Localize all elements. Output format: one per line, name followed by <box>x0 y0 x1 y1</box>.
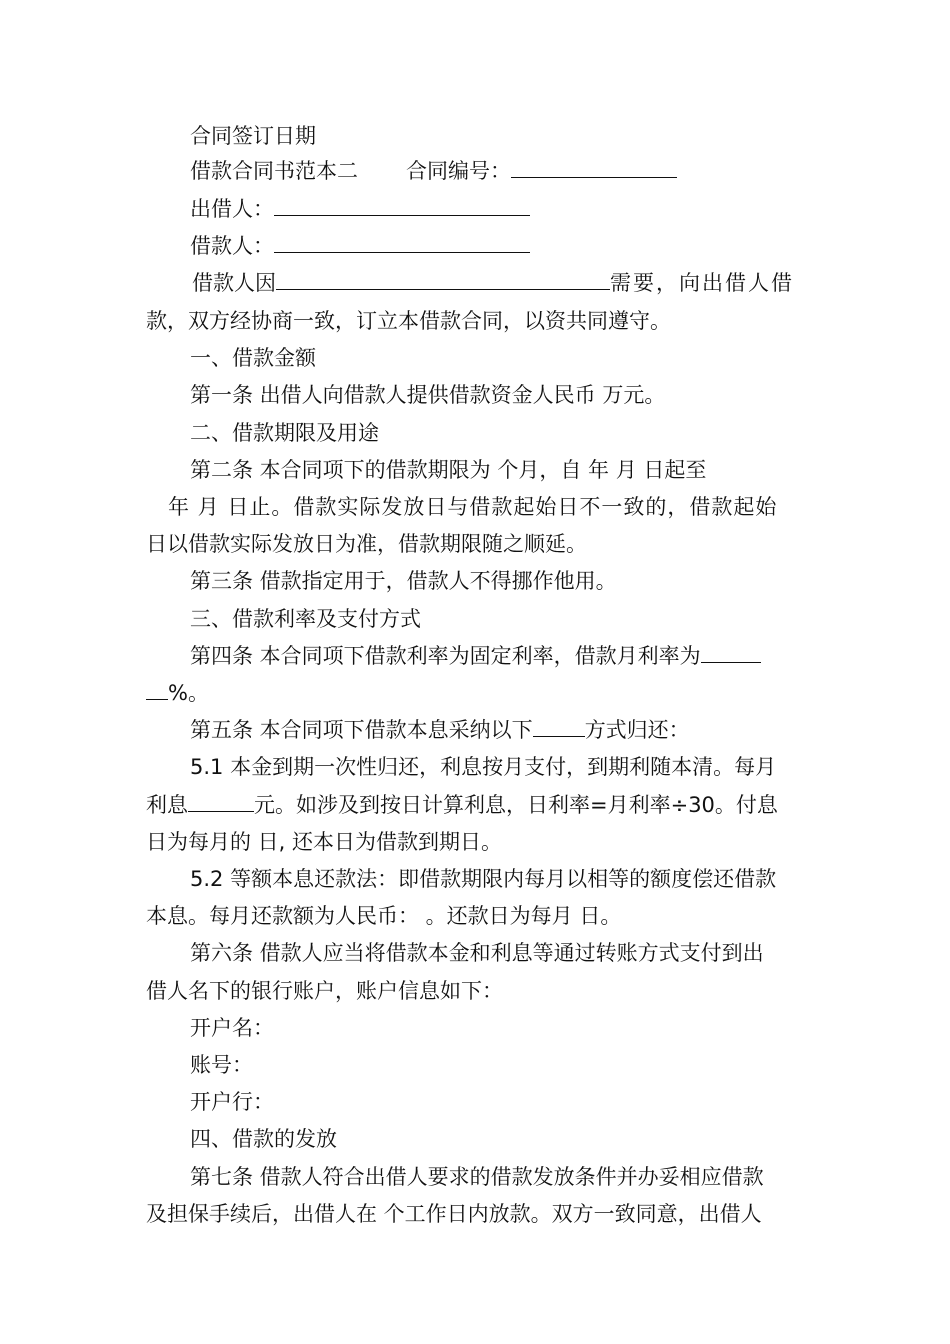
article-1: 第一条 出借人向借款人提供借款资金人民币 万元。 <box>190 383 666 407</box>
contract-number-blank[interactable] <box>511 153 677 178</box>
borrower-blank[interactable] <box>274 228 530 253</box>
clause-5-1-continued: 利息 元。如涉及到按日计算利息，日利率=月利率÷30。付息 <box>146 786 806 824</box>
article-4-continued: %。 <box>146 674 806 712</box>
lender-label: 出借人： <box>190 197 274 221</box>
borrower-row <box>190 227 806 265</box>
monthly-interest-blank[interactable] <box>188 787 254 812</box>
purpose-row: 借款人因 需要，向出借人借 <box>192 264 806 302</box>
lender-blank[interactable] <box>274 191 530 216</box>
contract-number-label: 合同编号： <box>406 159 511 183</box>
purpose-blank[interactable] <box>276 265 610 290</box>
contract-title: 借款合同书范本二 <box>190 159 358 183</box>
clause-5-2: 5.2 等额本息还款法：即借款期限内每月以相等的额度偿还借款 <box>190 867 777 891</box>
article-2: 第二条 本合同项下的借款期限为 个月，自 年 月 日起至 <box>190 458 707 482</box>
contract-title-row <box>190 152 806 190</box>
article-6: 第六条 借款人应当将借款本金和利息等通过转账方式支付到出 <box>190 941 764 965</box>
article-7-continued: 及担保手续后，出借人在 个工作日内放款。双方一致同意，出借人 <box>146 1202 762 1226</box>
bank-label: 开户行： <box>190 1090 274 1114</box>
article-5: 第五条 本合同项下借款本息采纳以下 方式归还： <box>190 711 806 749</box>
monthly-rate-blank[interactable] <box>701 638 761 663</box>
article-3: 第三条 借款指定用于，借款人不得挪作他用。 <box>190 569 617 593</box>
borrower-label: 借款人： <box>190 234 274 258</box>
repayment-method-blank[interactable] <box>533 712 585 737</box>
account-name-label: 开户名： <box>190 1016 274 1040</box>
article-6-continued: 借人名下的银行账户，账户信息如下： <box>146 979 503 1003</box>
article-2-continued: 年 月 日止。借款实际发放日与借款起始日不一致的，借款起始 <box>168 495 778 519</box>
article-7: 第七条 借款人符合出借人要求的借款发放条件并办妥相应借款 <box>190 1165 764 1189</box>
account-number-label: 账号： <box>190 1053 253 1077</box>
clause-5-1: 5.1 本金到期一次性归还，利息按月支付，到期利随本清。每月 <box>190 755 777 779</box>
section-heading-disbursement: 四、借款的发放 <box>190 1127 337 1151</box>
clause-5-1-continued: 日为每月的 日, 还本日为借款到期日。 <box>146 830 503 854</box>
contract-date-label: 合同签订日期 <box>190 124 316 148</box>
article-2-continued: 日以借款实际发放日为准，借款期限随之顺延。 <box>146 532 587 556</box>
clause-5-2-continued: 本息。每月还款额为人民币： 。还款日为每月 日。 <box>146 904 622 928</box>
article-4: 第四条 本合同项下借款利率为固定利率，借款月利率为 <box>190 637 806 675</box>
lender-row <box>190 190 806 228</box>
paragraph-line: 款，双方经协商一致，订立本借款合同，以资共同遵守。 <box>146 309 671 333</box>
monthly-rate-blank-continued[interactable] <box>146 675 168 700</box>
section-heading-term: 二、借款期限及用途 <box>190 421 379 445</box>
section-heading-interest: 三、借款利率及支付方式 <box>190 607 421 631</box>
section-heading-amount: 一、借款金额 <box>190 346 316 370</box>
